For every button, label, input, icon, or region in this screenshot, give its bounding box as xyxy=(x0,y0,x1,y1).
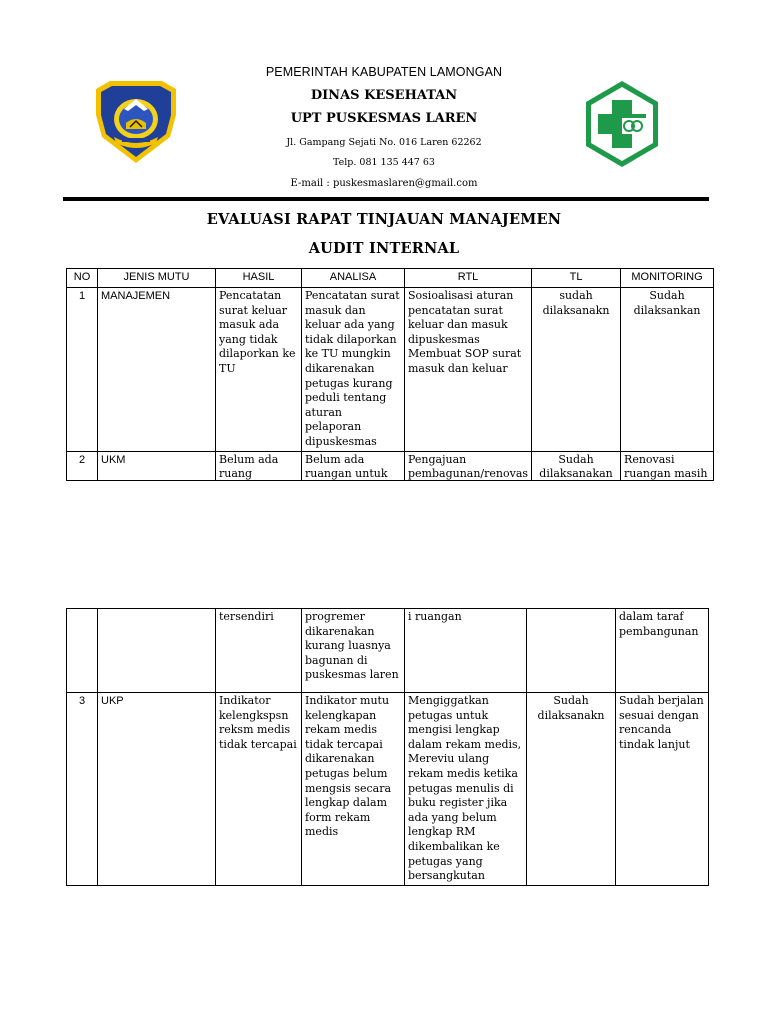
row-number-empty xyxy=(67,609,98,693)
row-analisa: Indikator mutu kelengkapan rekam medis tidak tercapai dikarenakan petugas belum mengsis secara lengkap dalam form rekam medis xyxy=(302,693,405,886)
column-header-hasil: HASIL xyxy=(216,269,302,288)
table-header-row xyxy=(67,269,714,288)
letterhead xyxy=(0,0,768,205)
row-rtl: i ruangan xyxy=(405,609,527,693)
letterhead-address: Jl. Gampang Sejati No. 016 Laren 62262 xyxy=(286,137,482,148)
table-row xyxy=(67,693,709,886)
row-rtl xyxy=(405,451,532,480)
letterhead-agency: DINAS KESEHATAN xyxy=(310,88,458,103)
row-tl-empty xyxy=(527,609,616,693)
column-header-rtl: RTL xyxy=(405,269,532,288)
evaluation-table xyxy=(66,268,714,481)
row-tl xyxy=(532,451,621,480)
row-hasil xyxy=(216,451,302,480)
letterhead-phone: Telp. 081 135 447 63 xyxy=(333,157,435,168)
letterhead-government: PEMERINTAH KABUPATEN LAMONGAN xyxy=(265,65,503,79)
column-header-monitoring: MONITORING xyxy=(621,269,714,288)
row-hasil-text: Belum ada ruang xyxy=(219,452,279,481)
row-tl: sudah dilaksanakn xyxy=(532,288,621,452)
row-monitoring: Sudah berjalan sesuai dengan rencanda tindak lanjut xyxy=(616,693,709,886)
row-hasil: tersendiri xyxy=(216,609,302,693)
document-title: EVALUASI RAPAT TINJAUAN MANAJEMEN xyxy=(206,211,562,228)
row-monitoring-text: Renovasi ruangan masih xyxy=(624,452,708,481)
row-number: 2 xyxy=(67,451,98,480)
row-jenis-mutu-empty xyxy=(98,609,216,693)
row-hasil: Indikator kelengkspsn reksm medis tidak tercapai xyxy=(216,693,302,886)
row-tl-text: Sudah dilaksanakan xyxy=(539,452,613,481)
row-number: 1 xyxy=(67,288,98,452)
evaluation-table-continued xyxy=(66,608,709,886)
document-subtitle: AUDIT INTERNAL xyxy=(308,240,460,257)
row-jenis-mutu: UKP xyxy=(98,693,216,886)
row-monitoring: Sudah dilaksankan xyxy=(621,288,714,452)
row-analisa-text: Belum ada ruangan untuk xyxy=(305,452,388,481)
row-jenis-mutu: MANAJEMEN xyxy=(98,288,216,452)
column-header-tl: TL xyxy=(532,269,621,288)
table-row-continuation xyxy=(67,609,709,693)
column-header-jenis-mutu: JENIS MUTU xyxy=(98,269,216,288)
row-rtl: Sosioalisasi aturan pencatatan surat keluar dan masuk dipuskesmas Membuat SOP surat masuk dan keluar xyxy=(405,288,532,452)
column-header-analisa: ANALISA xyxy=(302,269,405,288)
column-header-no: NO xyxy=(67,269,98,288)
table-row xyxy=(67,288,714,452)
letterhead-divider xyxy=(63,197,709,201)
row-hasil: Pencatatan surat keluar masuk ada yang tidak dilaporkan ke TU xyxy=(216,288,302,452)
row-analisa: progremer dikarenakan kurang luasnya bagunan di puskesmas laren xyxy=(302,609,405,693)
row-analisa xyxy=(302,451,405,480)
row-rtl-text: Pengajuan pembagunan/renovas xyxy=(408,452,529,481)
letterhead-unit: UPT PUSKESMAS LAREN xyxy=(290,111,478,126)
table-row xyxy=(67,451,714,480)
row-analisa: Pencatatan surat masuk dan keluar ada yang tidak dilaporkan ke TU mungkin dikarenakan petugas kurang peduli tentang aturan pelaporan dipuskesmas xyxy=(302,288,405,452)
row-number: 3 xyxy=(67,693,98,886)
row-monitoring xyxy=(621,451,714,480)
row-tl: Sudah dilaksanakn xyxy=(527,693,616,886)
letterhead-email: E-mail : puskesmaslaren@gmail.com xyxy=(290,178,478,189)
row-monitoring: dalam taraf pembangunan xyxy=(616,609,709,693)
row-rtl: Mengiggatkan petugas untuk mengisi lengkap dalam rekam medis, Mereviu ulang rekam medis ketika petugas menulis di buku register jika ada yang belum lengkap RM dikembalikan ke petugas yang bersangkutan xyxy=(405,693,527,886)
row-jenis-mutu: UKM xyxy=(98,451,216,480)
